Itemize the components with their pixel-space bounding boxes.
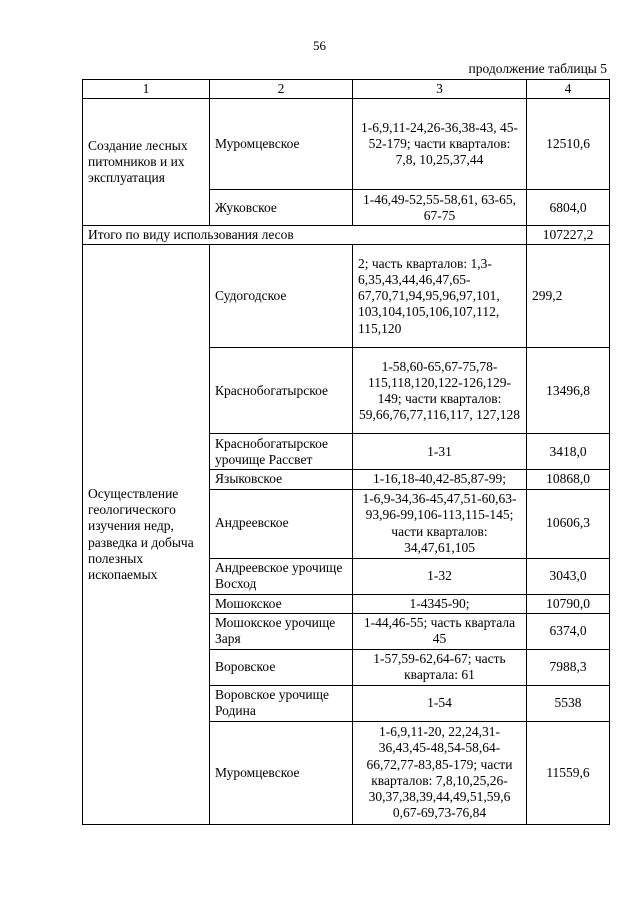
quarters-cell: 1-31 — [353, 434, 527, 470]
page-number: 56 — [313, 38, 326, 53]
column-header: 3 — [353, 80, 527, 99]
quarters-cell: 1-44,46-55; часть квартала 45 — [353, 613, 527, 649]
quarters-cell: 1-6,9,11-20, 22,24,31-36,43,45-48,54-58,64-66,72,77-83,85-179; части кварталов: 7,8,10,25,26-30,37,38,39,44,49,51,59,6 0,67-69,73-76,84 — [353, 721, 527, 824]
column-header: 2 — [210, 80, 353, 99]
quarters-cell: 1-16,18-40,42-85,87-99; — [353, 470, 527, 489]
activity-cell: Осуществление геологического изучения недр, разведка и добыча полезных ископаемых — [83, 245, 210, 824]
forestry-cell: Мошокское урочище Заря — [210, 613, 353, 649]
forestry-cell: Мошокское — [210, 594, 353, 613]
forestry-cell: Муромцевское — [210, 721, 353, 824]
forestry-cell: Языковское — [210, 470, 353, 489]
forestry-cell: Жуковское — [210, 190, 353, 226]
area-cell: 11559,6 — [527, 721, 610, 824]
quarters-cell: 1-57,59-62,64-67; часть квартала: 61 — [353, 649, 527, 685]
table-header-row — [83, 80, 610, 99]
forestry-cell: Краснобогатырское — [210, 348, 353, 434]
area-cell: 3418,0 — [527, 434, 610, 470]
forestry-cell: Судогодское — [210, 245, 353, 348]
quarters-cell: 1-32 — [353, 558, 527, 594]
quarters-cell: 1-46,49-52,55-58,61, 63-65, 67-75 — [353, 190, 527, 226]
quarters-cell: 1-54 — [353, 685, 527, 721]
area-cell: 299,2 — [527, 245, 610, 348]
total-label: Итого по виду использования лесов — [83, 226, 527, 245]
area-cell: 13496,8 — [527, 348, 610, 434]
activity-cell: Создание лесных питомников и их эксплуатация — [83, 99, 210, 226]
forestry-cell: Воровское урочище Родина — [210, 685, 353, 721]
table-row — [83, 245, 610, 348]
area-cell: 6804,0 — [527, 190, 610, 226]
area-cell: 7988,3 — [527, 649, 610, 685]
total-row — [83, 226, 610, 245]
forestry-cell: Краснобогатырское урочище Рассвет — [210, 434, 353, 470]
quarters-cell: 1-58,60-65,67-75,78-115,118,120,122-126,129-149; части кварталов: 59,66,76,77,116,117, 127,128 — [353, 348, 527, 434]
forestry-cell: Муромцевское — [210, 99, 353, 190]
quarters-cell: 1-4345-90; — [353, 594, 527, 613]
area-cell: 3043,0 — [527, 558, 610, 594]
area-cell: 12510,6 — [527, 99, 610, 190]
forestry-cell: Андреевское урочище Восход — [210, 558, 353, 594]
quarters-cell: 1-6,9-34,36-45,47,51-60,63-93,96-99,106-113,115-145; части кварталов: 34,47,61,105 — [353, 489, 527, 558]
quarters-cell: 2; часть кварталов: 1,3-6,35,43,44,46,47,65-67,70,71,94,95,96,97,101, 103,104,105,106,107,112, 115,120 — [353, 245, 527, 348]
area-cell: 10790,0 — [527, 594, 610, 613]
area-cell: 10868,0 — [527, 470, 610, 489]
continuation-label: продолжение таблицы 5 — [468, 61, 607, 76]
area-cell: 10606,3 — [527, 489, 610, 558]
forestry-cell: Воровское — [210, 649, 353, 685]
land-use-table — [82, 79, 610, 825]
total-value: 107227,2 — [527, 226, 610, 245]
column-header: 4 — [527, 80, 610, 99]
area-cell: 6374,0 — [527, 613, 610, 649]
area-cell: 5538 — [527, 685, 610, 721]
column-header: 1 — [83, 80, 210, 99]
table-row — [83, 99, 610, 190]
quarters-cell: 1-6,9,11-24,26-36,38-43, 45-52-179; части кварталов: 7,8, 10,25,37,44 — [353, 99, 527, 190]
forestry-cell: Андреевское — [210, 489, 353, 558]
